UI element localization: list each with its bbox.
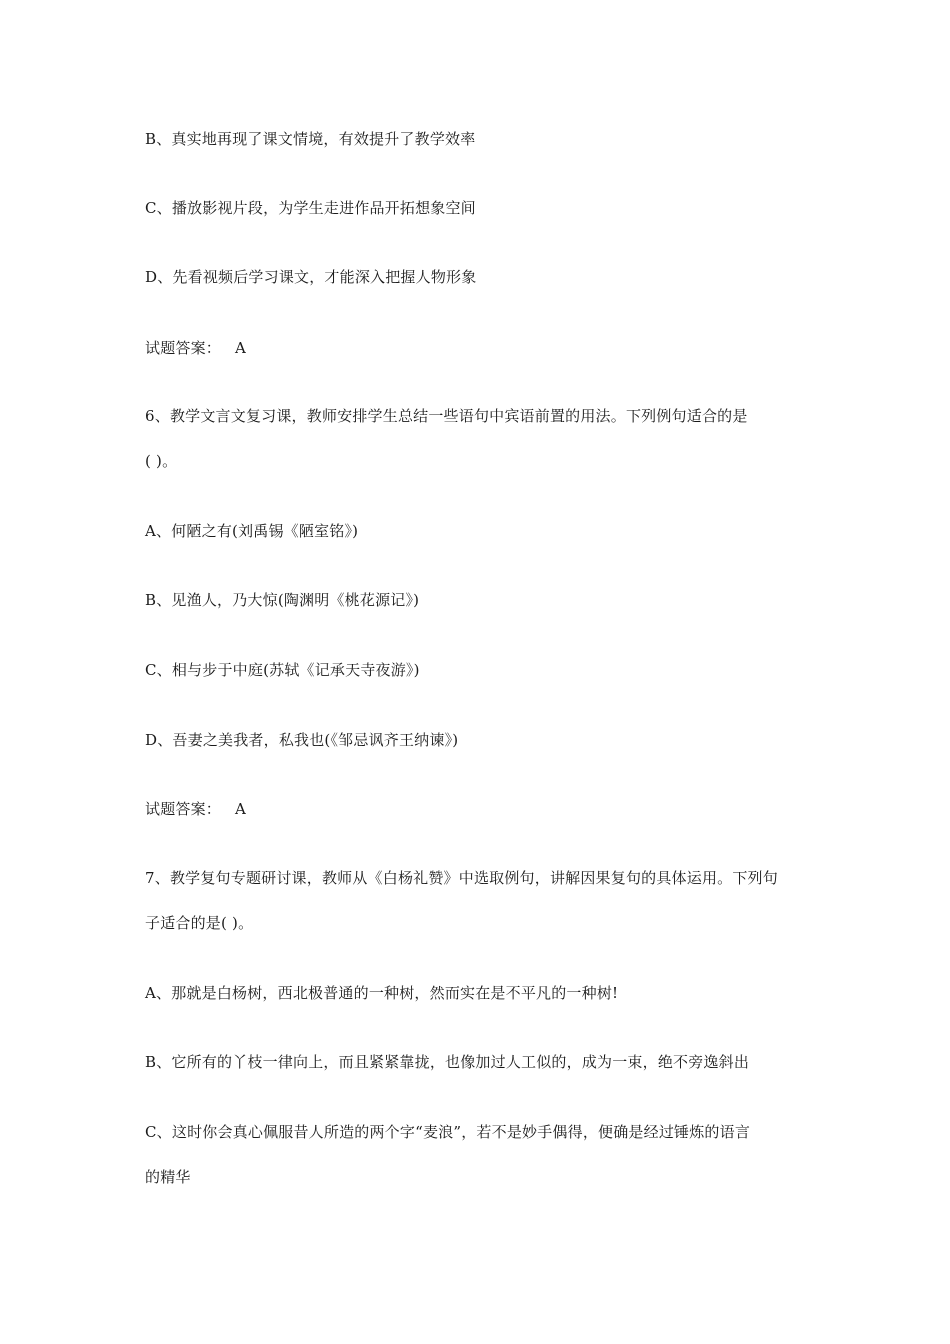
q6-option-a: A、何陋之有(刘禹锡《陋室铭》) bbox=[145, 522, 359, 540]
q6-option-c: C、相与步于中庭(苏轼《记承天寺夜游》) bbox=[145, 661, 420, 679]
q7-option-a: A、那就是白杨树，西北极普通的一种树，然而实在是不平凡的一种树! bbox=[145, 984, 619, 1002]
q7-option-c-line1: C、这时你会真心佩服昔人所造的两个字“麦浪”，若不是妙手偶得，便确是经过锤炼的语言 bbox=[145, 1123, 751, 1141]
q5-option-c: C、播放影视片段，为学生走进作品开拓想象空间 bbox=[145, 199, 476, 217]
q6-option-b: B、见渔人，乃大惊(陶渊明《桃花源记》) bbox=[145, 591, 420, 609]
answer-value: A bbox=[235, 339, 247, 357]
q5-option-b: B、真实地再现了课文情境，有效提升了教学效率 bbox=[145, 130, 476, 148]
q5-option-d: D、先看视频后学习课文，才能深入把握人物形象 bbox=[145, 268, 477, 286]
q7-stem-line2: 子适合的是( )。 bbox=[145, 914, 254, 932]
q6-option-d: D、吾妻之美我者，私我也(《邹忌讽齐王纳谏》) bbox=[145, 731, 459, 749]
q7-option-b: B、它所有的丫枝一律向上，而且紧紧靠拢，也像加过人工似的，成为一束，绝不旁逸斜出 bbox=[145, 1053, 750, 1071]
answer-value: A bbox=[235, 800, 247, 818]
q6-stem-line1: 6、教学文言文复习课，教师安排学生总结一些语句中宾语前置的用法。下列例句适合的是 bbox=[145, 407, 748, 425]
q7-option-c-line2: 的精华 bbox=[145, 1168, 191, 1186]
q7-stem-line1: 7、教学复句专题研讨课，教师从《白杨礼赞》中选取例句，讲解因果复句的具体运用。下列句 bbox=[145, 869, 778, 887]
answer-label: 试题答案： bbox=[145, 339, 222, 357]
q6-answer bbox=[145, 798, 815, 820]
q6-stem-line2: ( )。 bbox=[145, 452, 178, 470]
answer-label: 试题答案： bbox=[145, 800, 222, 818]
q5-answer bbox=[145, 337, 815, 359]
